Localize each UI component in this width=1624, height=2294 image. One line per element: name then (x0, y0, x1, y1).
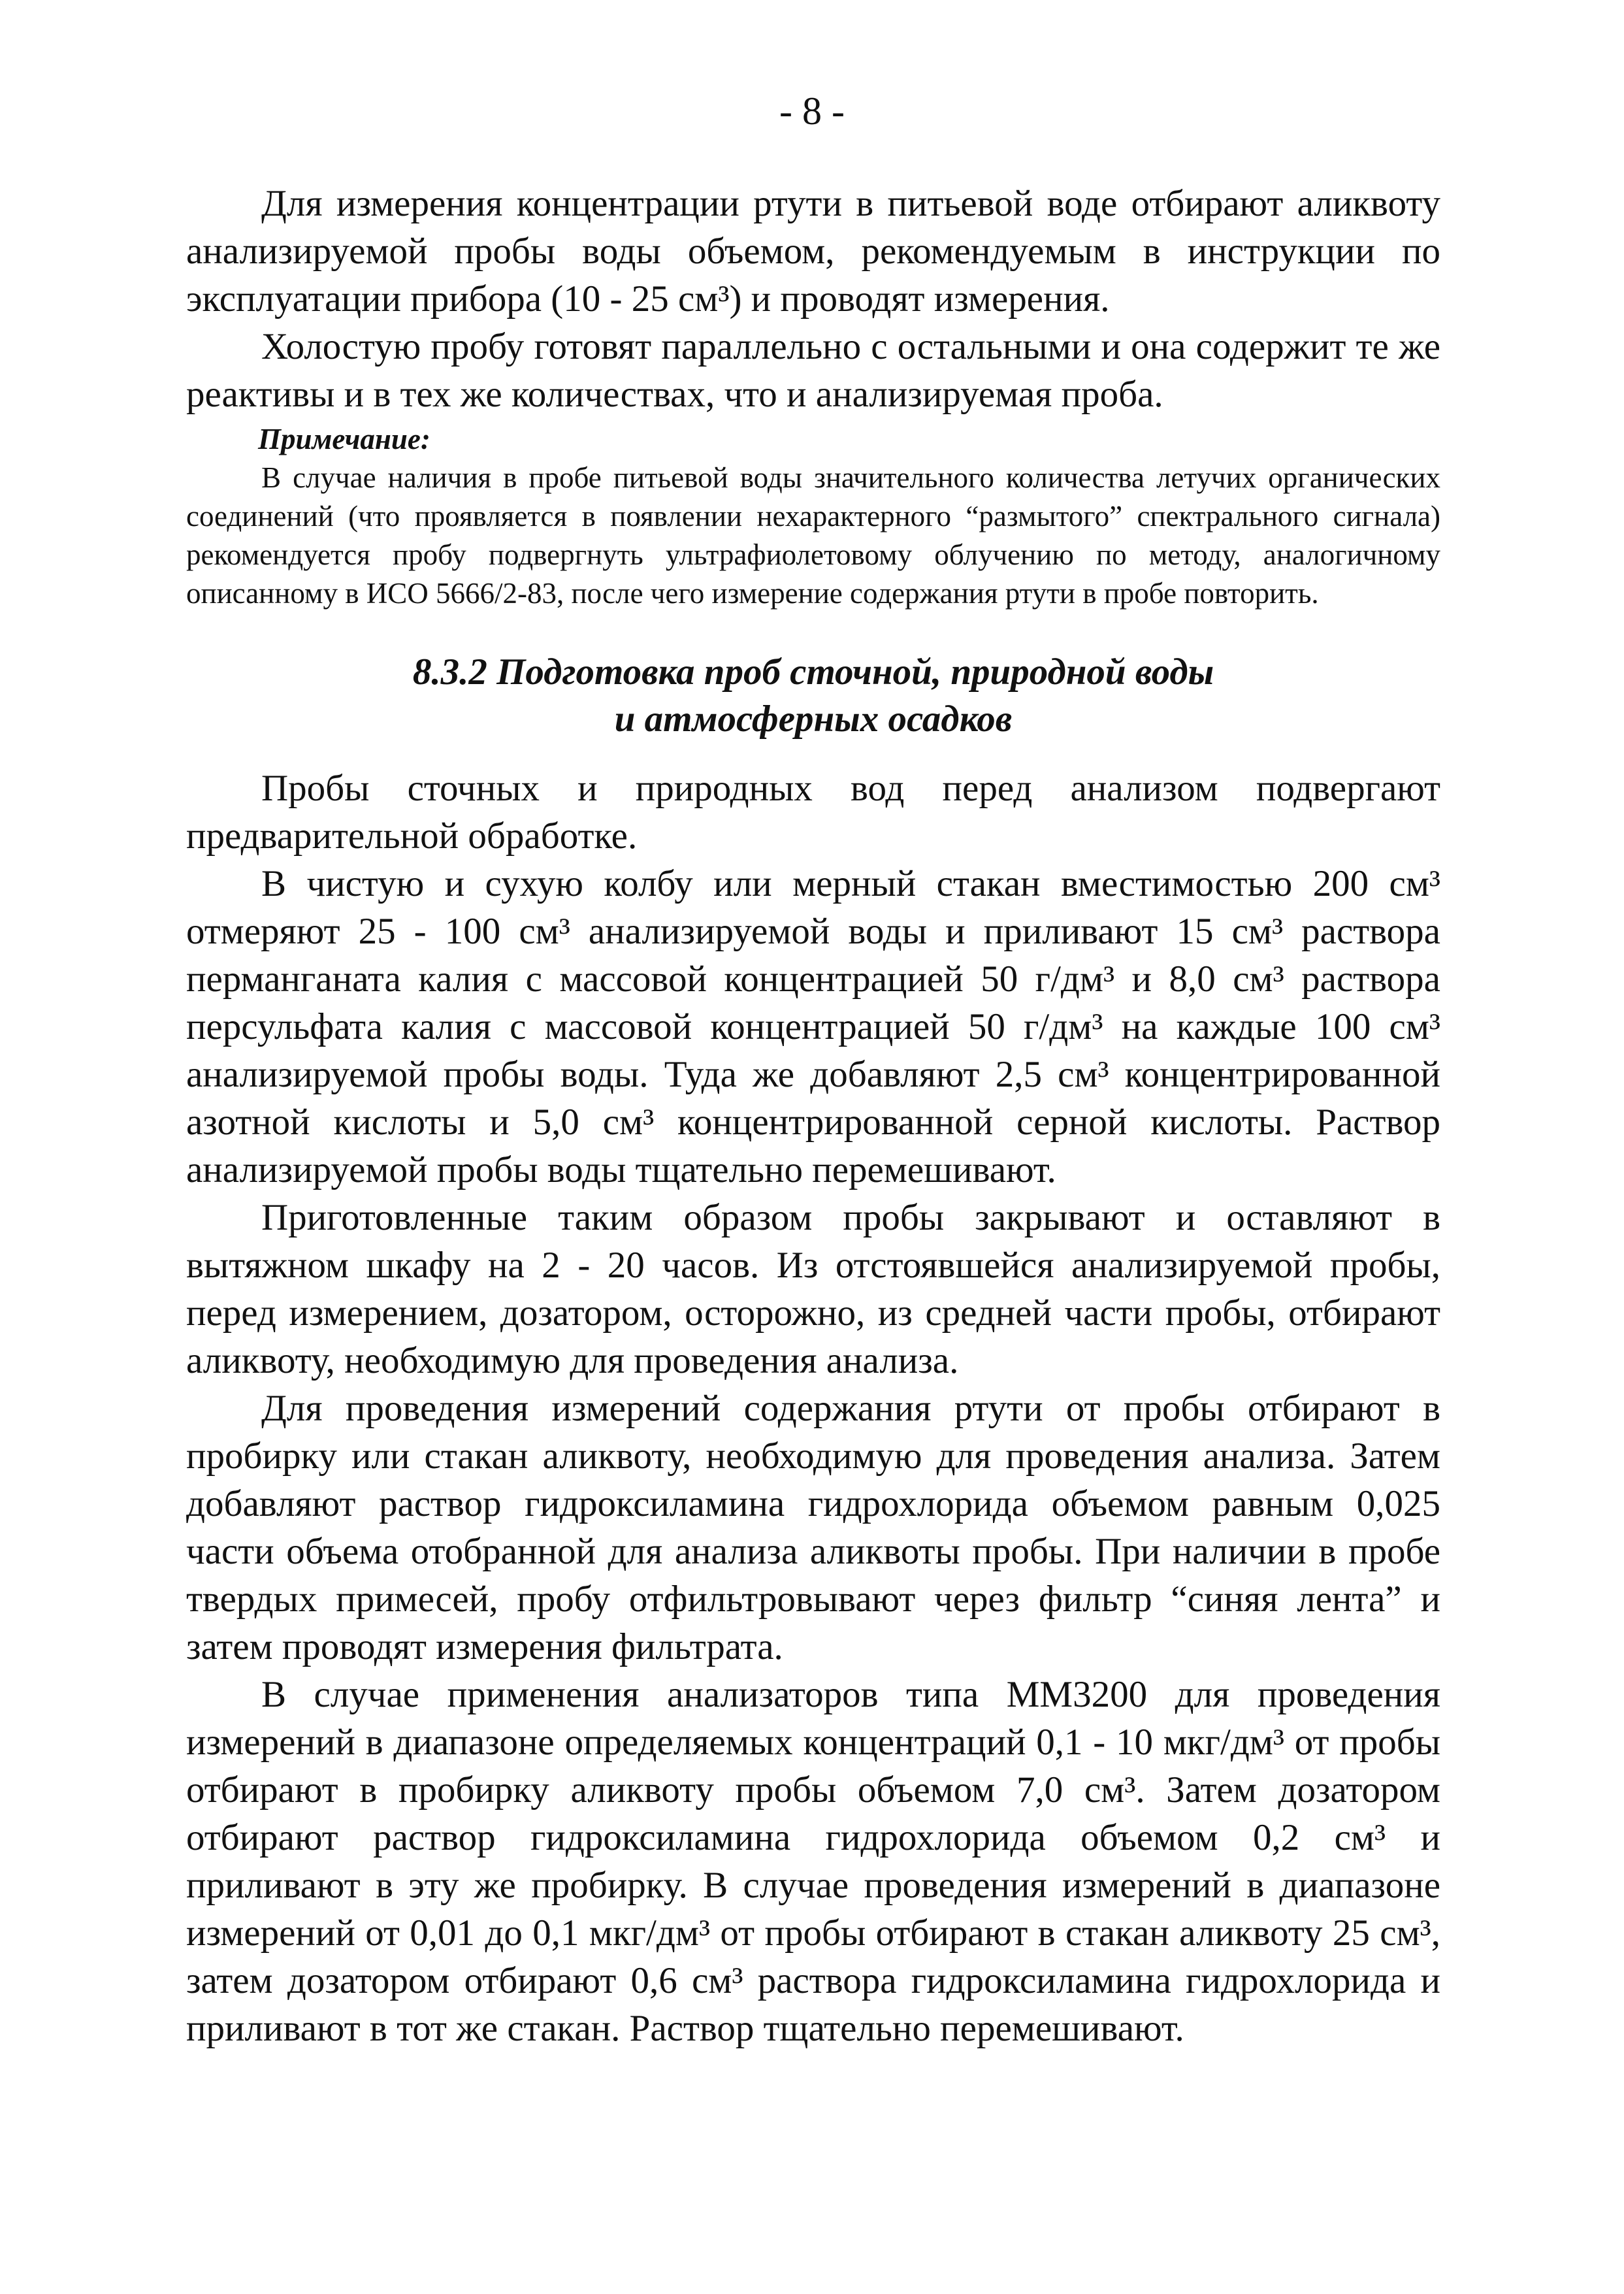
paragraph-drinking-water-aliquot: Для измерения концентрации ртути в питьевой воде отбирают аликвоту анализируемой пробы воды объемом, рекомендуемым в инструкции по эксплуатации прибора (10 - 25 см³) и проводят измерения. (186, 183, 1440, 320)
section-heading (186, 649, 1440, 743)
paragraph-blank-sample: Холостую пробу готовят параллельно с остальными и она содержит те же реактивы и в тех же количествах, что и анализируемая проба. (186, 326, 1440, 415)
note-title: Примечание: (258, 423, 430, 455)
paragraph-settling: Приготовленные таким образом пробы закрывают и оставляют в вытяжном шкафу на 2 - 20 часов. Из отстоявшейся анализируемой пробы, перед измерением, дозатором, осторожно, из средней части пробы, отбирают аликвоту, необходимую для проведения анализа. (186, 1197, 1440, 1381)
section-heading-line-1: 8.3.2 Подготовка проб сточной, природной воды (412, 651, 1214, 693)
paragraph-mm3200: В случае применения анализаторов типа ММ3200 для проведения измерений в диапазоне определяемых концентраций 0,1 - 10 мкг/дм³ от пробы отбирают в пробирку аликвоту пробы объемом 7,0 см³. Затем дозатором отбирают раствор гидроксиламина гидрохлорида объемом 0,2 см³ и приливают в эту же пробирку. В случае проведения измерений в диапазоне измерений от 0,01 до 0,1 мкг/дм³ от пробы отбирают в стакан аликвоту 25 см³, затем дозатором отбирают 0,6 см³ раствора гидроксиламина гидрохлорида и приливают в тот же стакан. Раствор тщательно перемешивают. (186, 1674, 1440, 2049)
note-block (186, 419, 1440, 613)
paragraph-pretreatment: Пробы сточных и природных вод перед анализом подвергают предварительной обработке. (186, 768, 1440, 857)
page-content (186, 180, 1440, 2052)
note-text: В случае наличия в пробе питьевой воды значительного количества летучих органических соединений (что проявляется в появлении нехарактерного “размытого” спектрального сигнала) рекомендуется пробу подвергнуть ультрафиолетовому облучению по методу, аналогичному описанному в ИСО 5666/2-83, после чего измерение содержания ртути в пробе повторить. (186, 461, 1440, 610)
section-heading-line-2: и атмосферных осадков (614, 698, 1013, 740)
paragraph-reagents: В чистую и сухую колбу или мерный стакан вместимостью 200 см³ отмеряют 25 - 100 см³ анализируемой воды и приливают 15 см³ раствора перманганата калия с массовой концентрацией 50 г/дм³ и 8,0 см³ раствора персульфата калия с массовой концентрацией 50 г/дм³ на каждые 100 см³ анализируемой пробы воды. Туда же добавляют 2,5 см³ концентрированной азотной кислоты и 5,0 см³ концентрированной серной кислоты. Раствор анализируемой пробы воды тщательно перемешивают. (186, 863, 1440, 1190)
page-number: - 8 - (779, 90, 845, 133)
paragraph-hydroxylamine: Для проведения измерений содержания ртути от пробы отбирают в пробирку или стакан аликвоту, необходимую для проведения анализа. Затем добавляют раствор гидроксиламина гидрохлорида объемом равным 0,025 части объема отобранной для анализа аликвоты пробы. При наличии в пробе твердых примесей, пробу отфильтровывают через фильтр “синяя лента” и затем проводят измерения фильтрата. (186, 1388, 1440, 1667)
